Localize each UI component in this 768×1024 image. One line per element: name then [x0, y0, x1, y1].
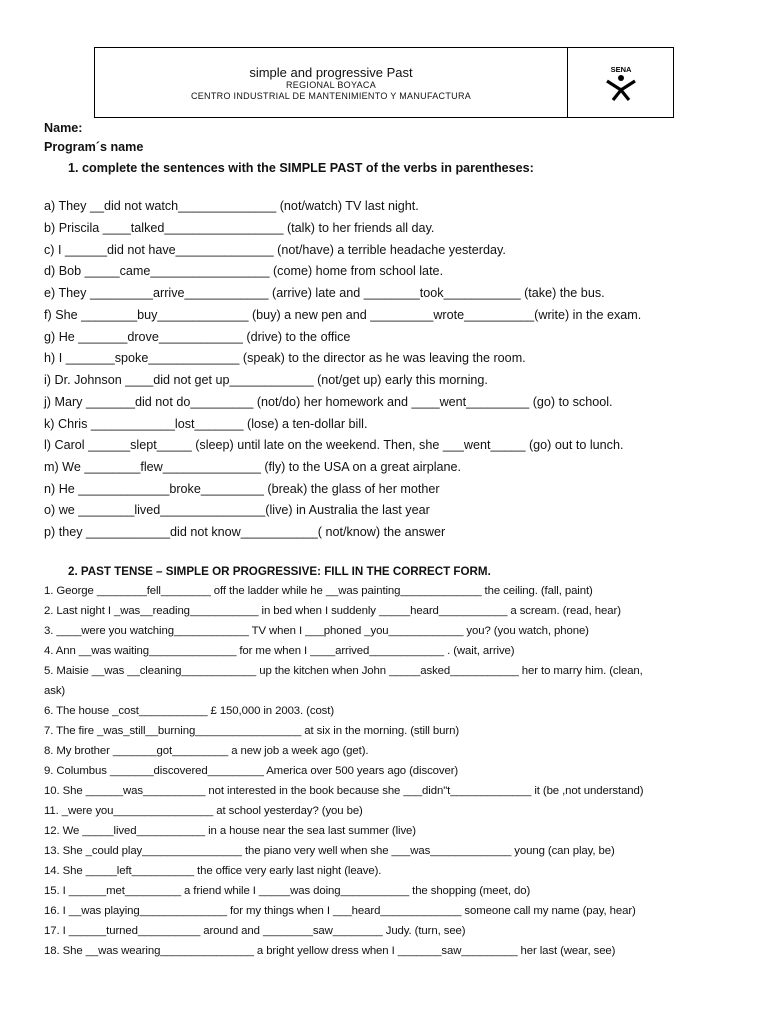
sena-logo-icon [601, 65, 641, 101]
exercise-item: j) Mary _______did not do_________ (not/do) her homework and ____went_________ (go) to school. [44, 395, 613, 409]
exercise-item: 15. I ______met_________ a friend while I _____was doing___________ the shopping (meet, do) [44, 885, 531, 897]
exercise-item: 12. We _____lived___________ in a house near the sea last summer (live) [44, 825, 416, 837]
name-field-label: Name: [44, 121, 83, 135]
section2-heading: 2. PAST TENSE – SIMPLE OR PROGRESSIVE: FILL IN THE CORRECT FORM. [68, 565, 491, 578]
exercise-item: 14. She _____left__________ the office very early last night (leave). [44, 865, 382, 877]
exercise-item: 6. The house _cost___________ £ 150,000 in 2003. (cost) [44, 705, 335, 717]
program-field-label: Program´s name [44, 140, 144, 154]
exercise-item: c) I ______did not have______________ (not/have) a terrible headache yesterday. [44, 243, 506, 257]
exercise-item: m) We ________flew______________ (fly) to the USA on a great airplane. [44, 460, 462, 474]
document-header [94, 47, 674, 118]
exercise-item: 11. _were you________________ at school yesterday? (you be) [44, 805, 363, 817]
exercise-item-continued: ask) [44, 685, 66, 697]
exercise-item: 10. She ______was__________ not interested in the book because she ___didn"t_____________ it (be ,not understand) [44, 785, 644, 797]
exercise-item: d) Bob _____came_________________ (come) home from school late. [44, 264, 444, 278]
exercise-item: n) He _____________broke_________ (break) the glass of her mother [44, 482, 440, 496]
exercise-item: e) They _________arrive____________ (arrive) late and ________took___________ (take) the bus. [44, 286, 605, 300]
exercise-item: f) She ________buy_____________ (buy) a new pen and _________wrote__________(write) in the exam. [44, 308, 642, 322]
exercise-item: 1. George ________fell________ off the ladder while he __was painting_____________ the ceiling. (fall, paint) [44, 585, 593, 597]
exercise-item: 8. My brother _______got_________ a new job a week ago (get). [44, 745, 369, 757]
exercise-item: i) Dr. Johnson ____did not get up____________ (not/get up) early this morning. [44, 373, 488, 387]
sena-logo [568, 48, 673, 117]
section1-heading: 1. complete the sentences with the SIMPLE PAST of the verbs in parentheses: [68, 161, 534, 175]
exercise-item: o) we ________lived_______________(live) in Australia the last year [44, 503, 430, 517]
exercise-item: 5. Maisie __was __cleaning____________ up the kitchen when John _____asked___________ her to marry him. (clean, [44, 665, 643, 677]
center-label: CENTRO INDUSTRIAL DE MANTENIMIENTO Y MANUFACTURA [190, 91, 472, 101]
exercise-item: 17. I ______turned__________ around and ________saw________ Judy. (turn, see) [44, 925, 466, 937]
sena-logo-text: SENA [610, 64, 631, 74]
exercise-item: 3. ____were you watching____________ TV when I ___phoned _you____________ you? (you watch, phone) [44, 625, 589, 637]
exercise-item: l) Carol ______slept_____ (sleep) until late on the weekend. Then, she ___went_____ (go) out to lunch. [44, 438, 624, 452]
exercise-item: b) Priscila ____talked_________________ (talk) to her friends all day. [44, 221, 435, 235]
exercise-item: 2. Last night I _was__reading___________ in bed when I suddenly _____heard___________ a scream. (read, hear) [44, 605, 621, 617]
exercise-item: 13. She _could play________________ the piano very well when she ___was_____________ young (can play, be) [44, 845, 615, 857]
exercise-item: g) He _______drove____________ (drive) to the office [44, 330, 351, 344]
exercise-item: 7. The fire _was_still__burning_________________ at six in the morning. (still burn) [44, 725, 460, 737]
exercise-item: k) Chris ____________lost_______ (lose) a ten-dollar bill. [44, 417, 368, 431]
exercise-item: h) I _______spoke_____________ (speak) to the director as he was leaving the room. [44, 351, 526, 365]
header-text-block [95, 48, 568, 117]
exercise-item: 16. I __was playing______________ for my things when I ___heard_____________ someone call my name (pay, hear) [44, 905, 636, 917]
worksheet-title: simple and progressive Past [249, 65, 413, 80]
exercise-item: 18. She __was wearing_______________ a bright yellow dress when I _______saw_________ her last (wear, see) [44, 945, 616, 957]
exercise-item: 9. Columbus _______discovered_________ America over 500 years ago (discover) [44, 765, 459, 777]
exercise-item: a) They __did not watch______________ (not/watch) TV last night. [44, 199, 419, 213]
exercise-item: 4. Ann __was waiting______________ for me when I ____arrived____________ . (wait, arrive) [44, 645, 515, 657]
regional-label: REGIONAL BOYACA [285, 80, 377, 90]
exercise-item: p) they ____________did not know___________( not/know) the answer [44, 525, 446, 539]
